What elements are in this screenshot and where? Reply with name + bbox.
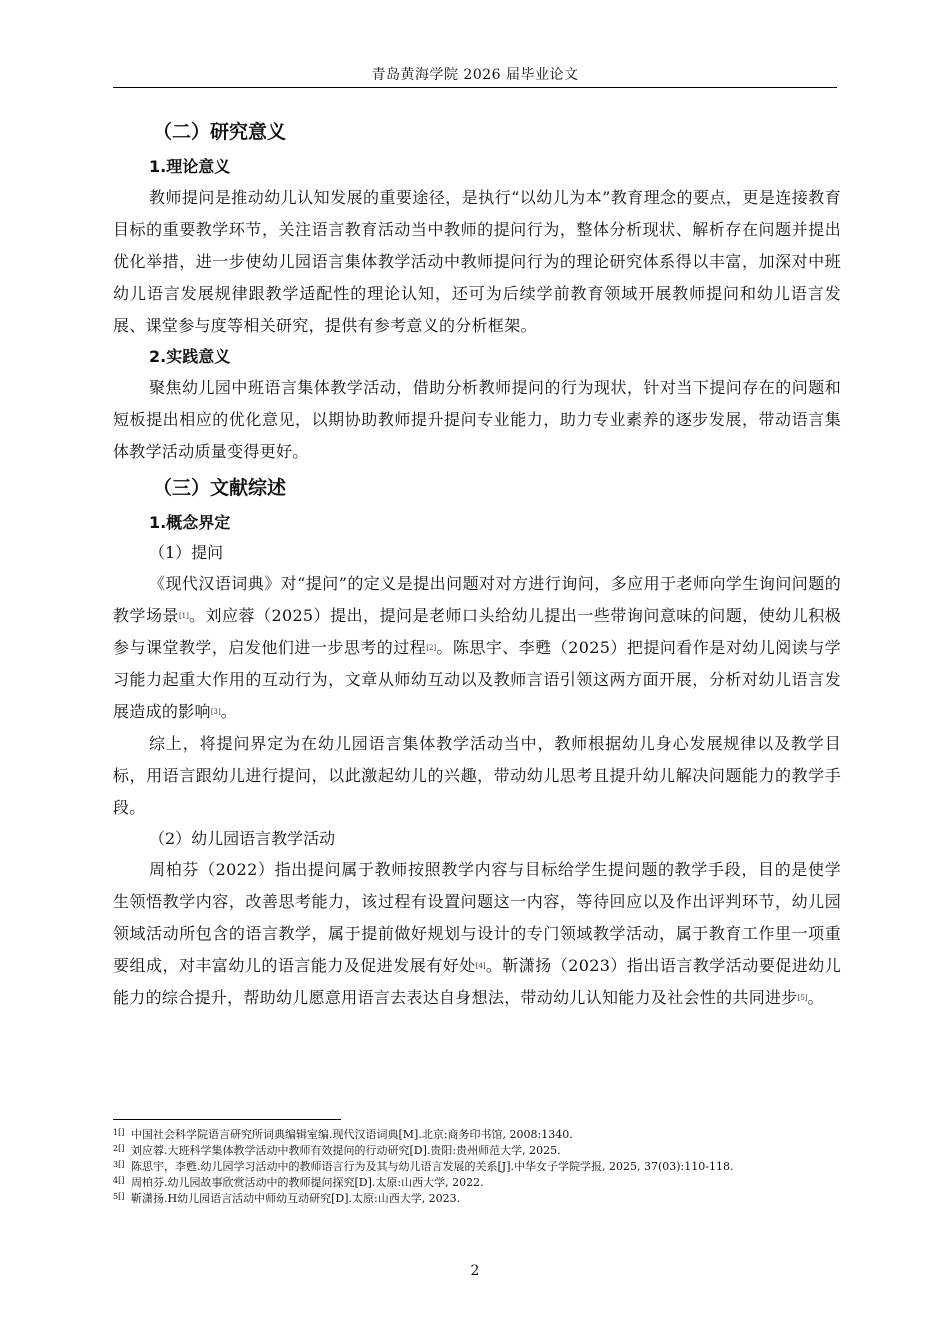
footnote-text: 靳潇扬.H幼儿园语言活动中师幼互动研究[D].太原:山西大学, 2023. (131, 1192, 461, 1205)
footnote-number: 2[] (113, 1144, 125, 1153)
subheading-questioning: （1）提问 (149, 543, 224, 562)
footnote-divider (113, 1119, 341, 1120)
paragraph-language-activity (113, 854, 841, 1014)
header-divider (113, 87, 837, 88)
subheading-language-teaching-activity: （2）幼儿园语言教学活动 (149, 829, 336, 848)
section-heading-literature-review: （三）文献综述 (153, 477, 287, 499)
footnote-item (113, 1143, 837, 1159)
footnote-text: 陈思宇，李甦.幼儿园学习活动中的教师语言行为及其与幼儿语言发展的关系[J].中华女子学院学报, 2025, 37(03):110-118. (131, 1160, 734, 1173)
citation-ref-2[interactable]: [2] (426, 644, 437, 652)
page-number: 2 (470, 1263, 480, 1279)
footnote-number: 4[] (113, 1176, 125, 1185)
text-run: 《现代汉语词典》对“提问”的定义是提出问题对对方进行询问，多应用于老师向学生询问问题的教学场景 (113, 574, 841, 625)
paragraph-practical: 聚焦幼儿园中班语言集体教学活动，借助分析教师提问的行为现状，针对当下提问存在的问题和短板提出相应的优化意见，以期协助教师提升提问专业能力，助力专业素养的逐步发展，带动语言集体教学活动质量变得更好。 (113, 378, 841, 461)
page-body (113, 112, 841, 1014)
footnote-item (113, 1175, 837, 1191)
paragraph-summary: 综上，将提问界定为在幼儿园语言集体教学活动当中，教师根据幼儿身心发展规律以及教学目标，用语言跟幼儿进行提问，以此激起幼儿的兴趣，带动幼儿思考且提升幼儿解决问题能力的教学手段。 (113, 734, 841, 817)
citation-ref-5[interactable]: [5] (797, 994, 808, 1002)
footnote-item (113, 1191, 837, 1207)
footnote-item (113, 1127, 837, 1143)
text-run: 。刘应蓉（2025）提出，提问是老师口头给幼儿提出一些带询问意味的问题，使幼儿积极参与课堂教学，启发他们进一步思考的过程 (113, 606, 841, 657)
footnote-number: 5[] (113, 1192, 125, 1201)
footnote-text: 周柏芬.幼儿园故事欣赏活动中的教师提问探究[D].太原:山西大学, 2022. (131, 1176, 484, 1189)
footnote-item (113, 1159, 837, 1175)
citation-ref-1[interactable]: [1] (178, 612, 189, 620)
footnote-number: 1[] (113, 1128, 125, 1137)
footnote-text: 刘应蓉.大班科学集体教学活动中教师有效提问的行动研究[D].贵阳:贵州师范大学, 2025. (131, 1144, 561, 1157)
text-run: 。靳潇扬（2023）指出语言教学活动要促进幼儿能力的综合提升，帮助幼儿愿意用语言去表达自身想法，带动幼儿认知能力及社会性的共同进步 (113, 956, 841, 1007)
footnotes (113, 1127, 837, 1207)
subheading-practical-significance: 2.实践意义 (149, 347, 231, 366)
citation-ref-3[interactable]: [3] (210, 708, 221, 716)
footnote-text: 中国社会科学院语言研究所词典编辑室编.现代汉语词典[M].北京:商务印书馆, 2008:1340. (131, 1128, 573, 1141)
citation-ref-4[interactable]: [4] (475, 962, 486, 970)
text-run: 。陈思宇、李甦（2025）把提问看作是对幼儿阅读与学习能力起重大作用的互动行为，文章从师幼互动以及教师言语引领这两方面开展，分析对幼儿语言发展造成的影响 (113, 638, 841, 721)
subheading-theoretical-significance: 1.理论意义 (149, 157, 231, 176)
text-run: 。 (807, 988, 824, 1007)
footnote-number: 3[] (113, 1160, 125, 1169)
paragraph-questioning-definition (113, 568, 841, 728)
page-header: 青岛黄海学院 2026 届毕业论文 (371, 67, 579, 83)
text-run: 。 (220, 702, 238, 721)
section-heading-research-significance: （二）研究意义 (153, 121, 287, 143)
text-run: 周柏芬（2022）指出提问属于教师按照教学内容与目标给学生提问题的教学手段，目的是使学生领悟教学内容，改善思考能力，该过程有设置问题这一内容，等待回应以及作出评判环节，幼儿园领域活动所包含的语言教学，属于提前做好规划与设计的专门领域教学活动，属于教育工作里一项重要组成，对丰富幼儿的语言能力及促进发展有好处 (113, 860, 841, 975)
subheading-concept-definition: 1.概念界定 (149, 513, 231, 532)
paragraph-theoretical: 教师提问是推动幼儿认知发展的重要途径，是执行“以幼儿为本”教育理念的要点，更是连接教育目标的重要教学环节，关注语言教育活动当中教师的提问行为，整体分析现状、解析存在问题并提出优化举措，进一步使幼儿园语言集体教学活动中教师提问行为的理论研究体系得以丰富，加深对中班幼儿语言发展规律跟教学适配性的理论认知，还可为后续学前教育领域开展教师提问和幼儿语言发展、课堂参与度等相关研究，提供有参考意义的分析框架。 (113, 188, 841, 335)
